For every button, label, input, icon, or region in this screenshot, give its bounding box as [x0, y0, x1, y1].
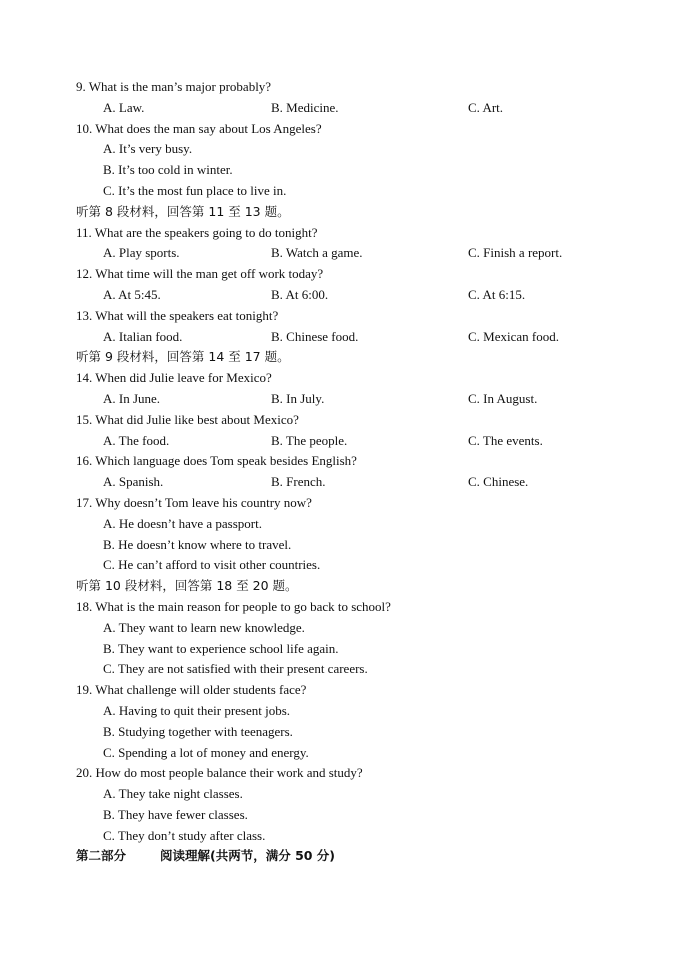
option-a: A. In June.: [103, 390, 161, 406]
question-14-options: [76, 389, 636, 410]
option-a: A. It’s very busy.: [103, 141, 193, 157]
question-16: 16. Which language does Tom speak besides English?: [76, 453, 357, 469]
option-a: A. Spanish.: [103, 474, 164, 490]
option-b: B. Watch a game.: [271, 245, 363, 261]
question-11: 11. What are the speakers going to do tonight?: [76, 224, 318, 240]
option-c: C. They are not satisfied with their present careers.: [103, 661, 368, 677]
question-11-options: [76, 243, 636, 264]
option-b: B. French.: [271, 474, 326, 490]
question-20: 20. How do most people balance their work and study?: [76, 765, 363, 781]
question-19: 19. What challenge will older students face?: [76, 682, 307, 698]
question-18: 18. What is the main reason for people to go back to school?: [76, 598, 391, 614]
option-c: C. They don’t study after class.: [103, 827, 266, 843]
question-16-options: [76, 472, 636, 493]
option-b: B. He doesn’t know where to travel.: [103, 536, 292, 552]
part-two-heading: [76, 846, 636, 867]
option-a: A. Play sports.: [103, 245, 180, 261]
part-title: 阅读理解(共两节，满分 50 分): [160, 848, 336, 864]
option-c: C. In August.: [468, 390, 538, 406]
option-b: B. Medicine.: [271, 99, 339, 115]
option-c: C. At 6:15.: [468, 286, 526, 302]
option-c: C. It’s the most fun place to live in.: [103, 182, 287, 198]
option-c: C. Art.: [468, 99, 504, 115]
option-b: B. In July.: [271, 390, 325, 406]
option-a: A. The food.: [103, 432, 170, 448]
question-12-options: [76, 285, 636, 306]
option-a: A. They take night classes.: [103, 786, 243, 802]
question-17: 17. Why doesn’t Tom leave his country now?: [76, 494, 312, 510]
question-9: 9. What is the man’s major probably?: [76, 79, 272, 94]
question-13-options: [76, 327, 636, 348]
option-c: C. Chinese.: [468, 474, 529, 490]
question-12: 12. What time will the man get off work today?: [76, 266, 324, 282]
option-b: B. They want to experience school life again.: [103, 640, 339, 656]
option-a: A. Having to quit their present jobs.: [103, 702, 291, 718]
option-a: A. Italian food.: [103, 328, 183, 344]
question-9-options: [76, 98, 636, 119]
option-b: B. The people.: [271, 432, 348, 448]
part-label: 第二部分: [76, 848, 127, 864]
option-b: B. Chinese food.: [271, 328, 359, 344]
question-13: 13. What will the speakers eat tonight?: [76, 307, 279, 323]
question-15-options: [76, 431, 636, 452]
section-heading-8: 听第 8 段材料，回答第 11 至 13 题。: [76, 203, 290, 219]
option-c: C. Spending a lot of money and energy.: [103, 744, 309, 760]
option-c: C. The events.: [468, 432, 543, 448]
listening-questions: [76, 77, 636, 867]
option-b: B. At 6:00.: [271, 286, 329, 302]
option-b: B. Studying together with teenagers.: [103, 723, 293, 739]
option-c: C. He can’t afford to visit other countries.: [103, 557, 321, 573]
option-c: C. Mexican food.: [468, 328, 559, 344]
section-heading-10: 听第 10 段材料，回答第 18 至 20 题。: [76, 578, 298, 594]
option-a: A. At 5:45.: [103, 286, 161, 302]
option-a: A. Law.: [103, 99, 145, 115]
option-a: A. He doesn’t have a passport.: [103, 515, 262, 531]
section-heading-9: 听第 9 段材料，回答第 14 至 17 题。: [76, 349, 290, 365]
question-15: 15. What did Julie like best about Mexico?: [76, 411, 299, 427]
question-10: 10. What does the man say about Los Angeles?: [76, 120, 322, 136]
option-b: B. They have fewer classes.: [103, 806, 248, 822]
option-a: A. They want to learn new knowledge.: [103, 619, 305, 635]
option-c: C. Finish a report.: [468, 245, 563, 261]
option-b: B. It’s too cold in winter.: [103, 162, 233, 178]
question-14: 14. When did Julie leave for Mexico?: [76, 370, 272, 386]
